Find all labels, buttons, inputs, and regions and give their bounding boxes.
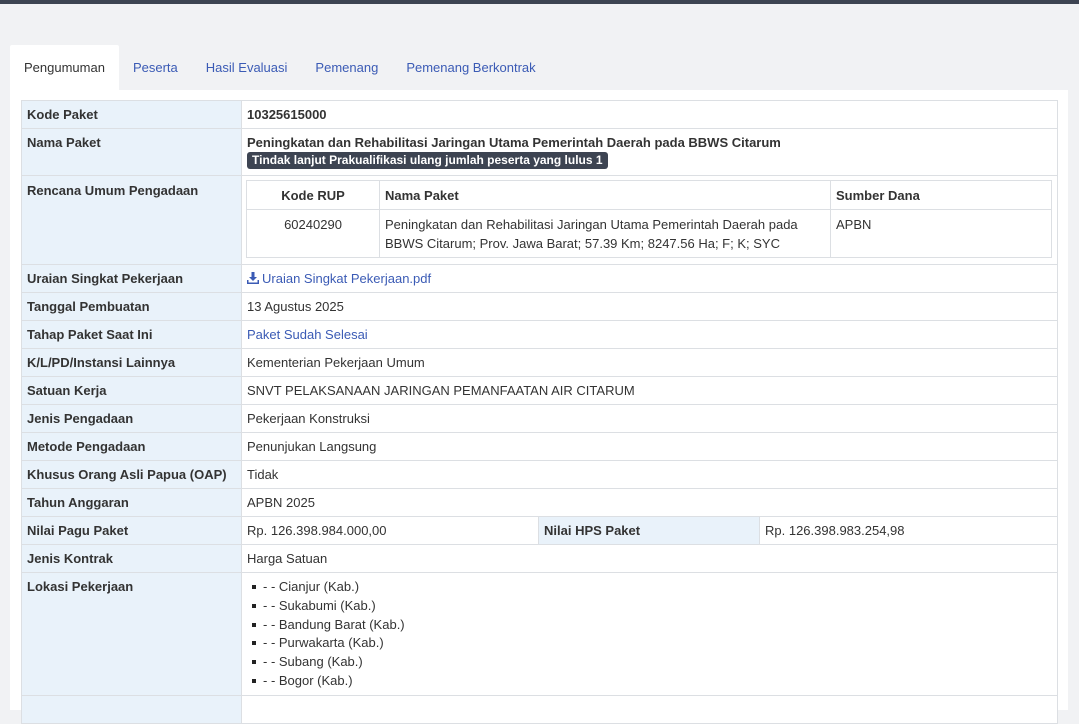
label-satker: Satuan Kerja (22, 377, 242, 405)
row-tanggal (22, 293, 1058, 321)
row-nama-paket (22, 129, 1058, 176)
value-hps: Rp. 126.398.983.254,98 (760, 517, 1058, 545)
rup-table (246, 180, 1052, 258)
list-item: - - Cianjur (Kab.) (252, 578, 1052, 597)
value-next (242, 695, 1058, 723)
value-klpd: Kementerian Pekerjaan Umum (242, 349, 1058, 377)
label-klpd: K/L/PD/Instansi Lainnya (22, 349, 242, 377)
list-item: - - Sukabumi (Kab.) (252, 597, 1052, 616)
row-klpd (22, 349, 1058, 377)
list-item: - - Purwakarta (Kab.) (252, 634, 1052, 653)
label-metode: Metode Pengadaan (22, 433, 242, 461)
row-uraian (22, 265, 1058, 293)
row-metode (22, 433, 1058, 461)
label-tanggal: Tanggal Pembuatan (22, 293, 242, 321)
uraian-link-text[interactable]: Uraian Singkat Pekerjaan.pdf (262, 271, 432, 286)
rup-header-nama: Nama Paket (380, 181, 831, 210)
label-hps: Nilai HPS Paket (539, 517, 760, 545)
label-oap: Khusus Orang Asli Papua (OAP) (22, 461, 242, 489)
cell-lokasi (242, 573, 1058, 696)
tab-pemenang-berkontrak[interactable]: Pemenang Berkontrak (406, 60, 536, 75)
label-next (22, 695, 242, 723)
tahap-link[interactable]: Paket Sudah Selesai (247, 327, 368, 342)
cell-uraian (242, 265, 1058, 293)
value-jenis-pengadaan: Pekerjaan Konstruksi (242, 405, 1058, 433)
download-icon (247, 272, 259, 284)
list-item: - - Bogor (Kab.) (252, 672, 1052, 691)
label-tahun: Tahun Anggaran (22, 489, 242, 517)
tab-hasil-evaluasi[interactable]: Hasil Evaluasi (205, 60, 288, 75)
tab-pengumuman[interactable]: Pengumuman (10, 45, 119, 90)
row-tahap (22, 321, 1058, 349)
uraian-download-link[interactable] (247, 271, 431, 286)
value-tanggal: 13 Agustus 2025 (242, 293, 1058, 321)
value-pagu: Rp. 126.398.984.000,00 (242, 517, 539, 545)
value-kode-paket: 10325615000 (242, 101, 1058, 129)
label-jenis-pengadaan: Jenis Pengadaan (22, 405, 242, 433)
tab-pemenang[interactable]: Pemenang (315, 60, 379, 75)
value-metode: Penunjukan Langsung (242, 433, 1058, 461)
tab-bar (10, 45, 550, 90)
cell-tahap (242, 321, 1058, 349)
label-nama-paket: Nama Paket (22, 129, 242, 176)
row-jenis-pengadaan (22, 405, 1058, 433)
row-pagu (22, 517, 1058, 545)
rup-nama: Peningkatan dan Rehabilitasi Jaringan Utama Pemerintah Daerah pada BBWS Citarum; Prov. Jawa Barat; 57.39 Km; 8247.56 Ha; F; K; SYC (380, 210, 831, 258)
value-nama-paket: Peningkatan dan Rehabilitasi Jaringan Utama Pemerintah Daerah pada BBWS Citarum (247, 135, 781, 150)
label-pagu: Nilai Pagu Paket (22, 517, 242, 545)
rup-kode: 60240290 (247, 210, 380, 258)
cell-rup (242, 176, 1058, 265)
cell-nama-paket (242, 129, 1058, 176)
list-item: - - Bandung Barat (Kab.) (252, 616, 1052, 635)
announcement-panel (10, 90, 1068, 710)
value-oap: Tidak (242, 461, 1058, 489)
row-kontrak (22, 545, 1058, 573)
label-tahap: Tahap Paket Saat Ini (22, 321, 242, 349)
rup-header-kode: Kode RUP (247, 181, 380, 210)
list-item: - - Subang (Kab.) (252, 653, 1052, 672)
label-kode-paket: Kode Paket (22, 101, 242, 129)
row-next (22, 695, 1058, 723)
value-tahun: APBN 2025 (242, 489, 1058, 517)
label-kontrak: Jenis Kontrak (22, 545, 242, 573)
row-oap (22, 461, 1058, 489)
rup-sumber: APBN (831, 210, 1052, 258)
row-rup (22, 176, 1058, 265)
rup-header-sumber: Sumber Dana (831, 181, 1052, 210)
top-bar (0, 0, 1079, 4)
value-satker: SNVT PELAKSANAAN JARINGAN PEMANFAATAN AIR CITARUM (242, 377, 1058, 405)
label-uraian: Uraian Singkat Pekerjaan (22, 265, 242, 293)
row-tahun (22, 489, 1058, 517)
label-lokasi: Lokasi Pekerjaan (22, 573, 242, 696)
value-kontrak: Harga Satuan (242, 545, 1058, 573)
location-list (247, 578, 1052, 691)
row-kode-paket (22, 101, 1058, 129)
row-satker (22, 377, 1058, 405)
status-badge: Tindak lanjut Prakualifikasi ulang jumlah peserta yang lulus 1 (247, 152, 608, 169)
label-rup: Rencana Umum Pengadaan (22, 176, 242, 265)
tab-peserta[interactable]: Peserta (132, 60, 178, 75)
row-lokasi (22, 573, 1058, 696)
package-detail-table (21, 100, 1058, 724)
rup-row (247, 210, 1052, 258)
